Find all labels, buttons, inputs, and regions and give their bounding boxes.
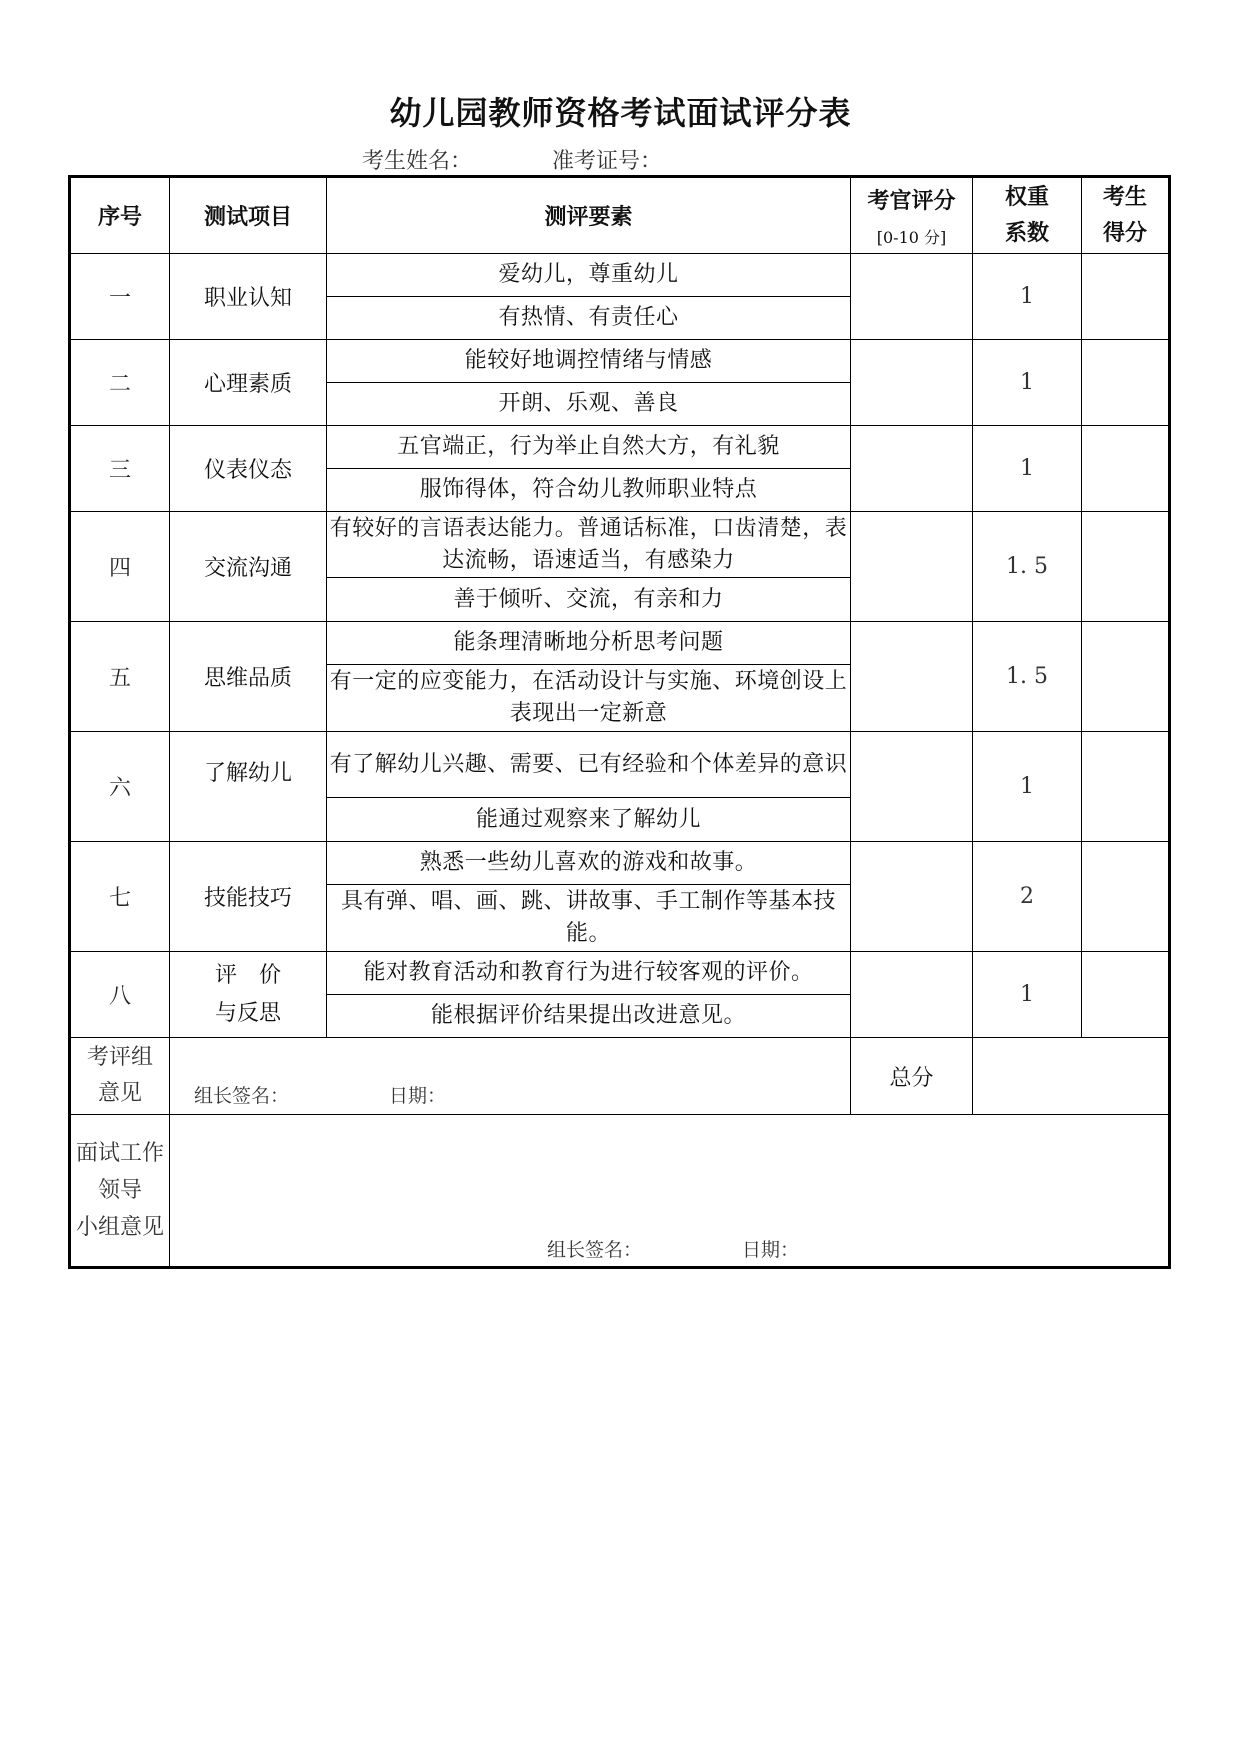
header-weight <box>973 177 1082 254</box>
leadership-opinion-label-line2: 领导 <box>97 1178 142 1203</box>
examiner-score-cell[interactable] <box>851 512 973 622</box>
candidate-score-cell[interactable] <box>1082 426 1170 512</box>
form-title: 幼儿园教师资格考试面试评分表 <box>389 94 852 132</box>
candidate-score-cell[interactable] <box>1082 842 1170 952</box>
row-element: 服饰得体，符合幼儿教师职业特点 <box>327 469 851 512</box>
row-item: 交流沟通 <box>170 512 327 622</box>
row-index: 五 <box>70 622 170 732</box>
row-element: 具有弹、唱、画、跳、讲故事、手工制作等基本技能。 <box>327 885 851 952</box>
table-row <box>70 622 1170 665</box>
row-index: 三 <box>70 426 170 512</box>
row-element: 能较好地调控情绪与情感 <box>327 340 851 383</box>
row-element: 爱幼儿，尊重幼儿 <box>327 254 851 297</box>
candidate-score-cell[interactable] <box>1082 952 1170 1038</box>
panel-opinion-field[interactable] <box>170 1038 851 1115</box>
ticket-number-label: 准考证号： <box>552 149 663 174</box>
leadership-opinion-label-line1: 面试工作 <box>75 1141 164 1166</box>
header-candidate-score <box>1082 177 1170 254</box>
header-candidate-score-line1: 考生 <box>1102 184 1147 210</box>
row-element: 五官端正，行为举止自然大方，有礼貌 <box>327 426 851 469</box>
row-index: 二 <box>70 340 170 426</box>
table-row <box>70 732 1170 798</box>
row-weight: 1 <box>973 732 1082 842</box>
table-row <box>70 340 1170 383</box>
row-item-line2: 与反思 <box>214 1000 281 1026</box>
header-row <box>70 177 1170 254</box>
row-element: 善于倾听、交流，有亲和力 <box>327 578 851 622</box>
panel-opinion-label-line2: 意见 <box>97 1081 142 1106</box>
row-element: 能条理清晰地分析思考问题 <box>327 622 851 665</box>
row-index: 四 <box>70 512 170 622</box>
row-weight: 1 <box>973 254 1082 340</box>
leadership-date-label: 日期： <box>742 1239 800 1261</box>
table-row <box>70 426 1170 469</box>
table-row <box>70 254 1170 297</box>
row-weight: 1 <box>973 340 1082 426</box>
examiner-score-cell[interactable] <box>851 952 973 1038</box>
header-elements: 测评要素 <box>327 177 851 254</box>
leadership-sign-row <box>170 1235 1168 1262</box>
header-weight-line1: 权重 <box>1004 184 1049 210</box>
row-item: 仪表仪态 <box>170 426 327 512</box>
row-item-line1: 评 价 <box>214 962 281 988</box>
total-score-field[interactable] <box>973 1038 1170 1115</box>
candidate-name-label: 考生姓名： <box>362 149 473 174</box>
row-index: 六 <box>70 732 170 842</box>
row-index: 一 <box>70 254 170 340</box>
leadership-opinion-label <box>70 1115 170 1268</box>
header-examiner-score-label: 考官评分 <box>867 188 956 214</box>
panel-leader-signature-label: 组长签名： <box>194 1085 290 1107</box>
header-item: 测试项目 <box>170 177 327 254</box>
row-weight: 1. 5 <box>973 622 1082 732</box>
panel-opinion-row <box>70 1038 1170 1115</box>
total-score-label: 总分 <box>851 1038 973 1115</box>
panel-date-label: 日期： <box>389 1085 447 1107</box>
table-row <box>70 842 1170 885</box>
row-weight: 1 <box>973 952 1082 1038</box>
leadership-leader-signature-label: 组长签名： <box>547 1239 643 1261</box>
row-element: 能对教育活动和教育行为进行较客观的评价。 <box>327 952 851 995</box>
examiner-score-cell[interactable] <box>851 842 973 952</box>
row-item <box>170 952 327 1038</box>
panel-opinion-label <box>70 1038 170 1115</box>
examiner-score-cell[interactable] <box>851 622 973 732</box>
leadership-opinion-row <box>70 1115 1170 1268</box>
examiner-score-cell[interactable] <box>851 340 973 426</box>
row-element: 开朗、乐观、善良 <box>327 383 851 426</box>
examiner-score-cell[interactable] <box>851 732 973 842</box>
row-weight: 1. 5 <box>973 512 1082 622</box>
candidate-score-cell[interactable] <box>1082 512 1170 622</box>
scoring-table <box>68 175 1171 1269</box>
leadership-opinion-label-line3: 小组意见 <box>75 1215 164 1240</box>
candidate-info-line <box>362 144 662 175</box>
row-index: 七 <box>70 842 170 952</box>
panel-sign-row <box>194 1081 850 1108</box>
header-candidate-score-line2: 得分 <box>1102 220 1147 246</box>
panel-opinion-label-line1: 考评组 <box>86 1045 153 1070</box>
row-element: 熟悉一些幼儿喜欢的游戏和故事。 <box>327 842 851 885</box>
header-weight-line2: 系数 <box>1004 220 1049 246</box>
row-weight: 1 <box>973 426 1082 512</box>
candidate-score-cell[interactable] <box>1082 732 1170 842</box>
row-item: 心理素质 <box>170 340 327 426</box>
row-element: 有一定的应变能力，在活动设计与实施、环境创设上表现出一定新意 <box>327 665 851 732</box>
row-item: 职业认知 <box>170 254 327 340</box>
examiner-score-cell[interactable] <box>851 254 973 340</box>
table-row <box>70 952 1170 995</box>
candidate-score-cell[interactable] <box>1082 622 1170 732</box>
row-element: 有较好的言语表达能力。普通话标准，口齿清楚，表达流畅，语速适当，有感染力 <box>327 512 851 578</box>
row-item: 思维品质 <box>170 622 327 732</box>
candidate-score-cell[interactable] <box>1082 340 1170 426</box>
row-element: 能根据评价结果提出改进意见。 <box>327 995 851 1038</box>
candidate-score-cell[interactable] <box>1082 254 1170 340</box>
row-index: 八 <box>70 952 170 1038</box>
examiner-score-cell[interactable] <box>851 426 973 512</box>
header-examiner-score-range: [0-10 分] <box>876 227 947 247</box>
row-element: 有了解幼儿兴趣、需要、已有经验和个体差异的意识 <box>327 732 851 798</box>
header-index: 序号 <box>70 177 170 254</box>
table-row <box>70 512 1170 578</box>
row-item: 技能技巧 <box>170 842 327 952</box>
row-element: 有热情、有责任心 <box>327 297 851 340</box>
row-element: 能通过观察来了解幼儿 <box>327 798 851 842</box>
row-weight: 2 <box>973 842 1082 952</box>
row-item: 了解幼儿 <box>170 732 327 842</box>
leadership-opinion-field[interactable] <box>170 1115 1170 1268</box>
header-examiner-score <box>851 177 973 254</box>
